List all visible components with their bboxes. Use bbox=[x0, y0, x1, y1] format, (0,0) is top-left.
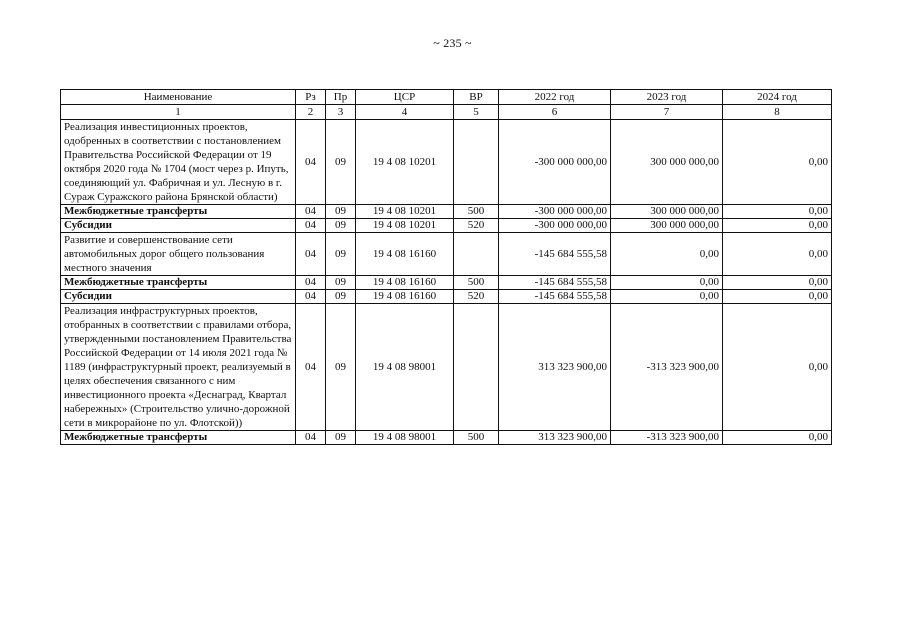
row-2023: -313 323 900,00 bbox=[611, 304, 723, 431]
row-2023: 0,00 bbox=[611, 276, 723, 290]
row-2022: 313 323 900,00 bbox=[499, 431, 611, 445]
table-row bbox=[61, 276, 832, 290]
row-pr: 09 bbox=[326, 276, 356, 290]
table-row bbox=[61, 431, 832, 445]
row-2022: -300 000 000,00 bbox=[499, 120, 611, 205]
row-2022: 313 323 900,00 bbox=[499, 304, 611, 431]
row-vr: 520 bbox=[454, 219, 499, 233]
table-row bbox=[61, 233, 832, 276]
header-pr: Пр bbox=[326, 90, 356, 105]
table-row bbox=[61, 304, 832, 431]
header-2022: 2022 год bbox=[499, 90, 611, 105]
column-numbers-row bbox=[61, 105, 832, 120]
table-row bbox=[61, 120, 832, 205]
row-2023: 0,00 bbox=[611, 233, 723, 276]
row-csr: 19 4 08 16160 bbox=[356, 233, 454, 276]
row-vr: 500 bbox=[454, 276, 499, 290]
row-name: Межбюджетные трансферты bbox=[61, 205, 296, 219]
row-2022: -300 000 000,00 bbox=[499, 205, 611, 219]
row-csr: 19 4 08 98001 bbox=[356, 431, 454, 445]
row-pr: 09 bbox=[326, 205, 356, 219]
row-rz: 04 bbox=[296, 120, 326, 205]
row-csr: 19 4 08 10201 bbox=[356, 120, 454, 205]
row-2022: -145 684 555,58 bbox=[499, 233, 611, 276]
row-vr: 500 bbox=[454, 205, 499, 219]
page-number: ~ 235 ~ bbox=[433, 36, 472, 50]
row-pr: 09 bbox=[326, 290, 356, 304]
row-rz: 04 bbox=[296, 431, 326, 445]
row-2024: 0,00 bbox=[723, 276, 832, 290]
row-name: Развитие и совершенствование сети автомобильных дорог общего пользования местного значения bbox=[61, 233, 296, 276]
header-row bbox=[61, 90, 832, 105]
row-csr: 19 4 08 98001 bbox=[356, 304, 454, 431]
row-rz: 04 bbox=[296, 304, 326, 431]
column-number: 3 bbox=[326, 105, 356, 120]
row-2024: 0,00 bbox=[723, 304, 832, 431]
row-2024: 0,00 bbox=[723, 205, 832, 219]
header-name: Наименование bbox=[61, 90, 296, 105]
row-2024: 0,00 bbox=[723, 233, 832, 276]
row-csr: 19 4 08 10201 bbox=[356, 205, 454, 219]
row-vr bbox=[454, 233, 499, 276]
row-pr: 09 bbox=[326, 219, 356, 233]
row-2024: 0,00 bbox=[723, 431, 832, 445]
column-number: 5 bbox=[454, 105, 499, 120]
column-number: 8 bbox=[723, 105, 832, 120]
row-name: Субсидии bbox=[61, 290, 296, 304]
budget-table bbox=[60, 89, 832, 445]
row-name: Межбюджетные трансферты bbox=[61, 431, 296, 445]
row-2023: 300 000 000,00 bbox=[611, 205, 723, 219]
row-2022: -145 684 555,58 bbox=[499, 276, 611, 290]
row-2023: -313 323 900,00 bbox=[611, 431, 723, 445]
row-pr: 09 bbox=[326, 304, 356, 431]
column-number: 6 bbox=[499, 105, 611, 120]
row-pr: 09 bbox=[326, 431, 356, 445]
row-vr: 500 bbox=[454, 431, 499, 445]
row-pr: 09 bbox=[326, 120, 356, 205]
row-2024: 0,00 bbox=[723, 120, 832, 205]
header-csr: ЦСР bbox=[356, 90, 454, 105]
column-number: 7 bbox=[611, 105, 723, 120]
row-2023: 300 000 000,00 bbox=[611, 219, 723, 233]
row-rz: 04 bbox=[296, 205, 326, 219]
row-rz: 04 bbox=[296, 276, 326, 290]
column-number: 1 bbox=[61, 105, 296, 120]
column-number: 4 bbox=[356, 105, 454, 120]
row-name: Субсидии bbox=[61, 219, 296, 233]
row-vr: 520 bbox=[454, 290, 499, 304]
row-2023: 300 000 000,00 bbox=[611, 120, 723, 205]
row-2023: 0,00 bbox=[611, 290, 723, 304]
table-row bbox=[61, 290, 832, 304]
row-pr: 09 bbox=[326, 233, 356, 276]
row-2024: 0,00 bbox=[723, 219, 832, 233]
table-row bbox=[61, 219, 832, 233]
row-rz: 04 bbox=[296, 219, 326, 233]
column-number: 2 bbox=[296, 105, 326, 120]
row-2024: 0,00 bbox=[723, 290, 832, 304]
header-rz: Рз bbox=[296, 90, 326, 105]
header-vr: ВР bbox=[454, 90, 499, 105]
table-row bbox=[61, 205, 832, 219]
row-rz: 04 bbox=[296, 233, 326, 276]
row-csr: 19 4 08 16160 bbox=[356, 276, 454, 290]
row-name: Межбюджетные трансферты bbox=[61, 276, 296, 290]
row-name: Реализация инфраструктурных проектов, отобранных в соответствии с правилами отбора, утвержденными постановлением Правительства Российской Федерации от 14 июля 2021 года № 1189 (инфраструктурный проект, реализуемый в целях обеспечения связанного с ним инвестиционного проекта «Деснаград, Квартал набережных» (Строительство улично-дорожной сети в микрорайоне по ул. Флотской)) bbox=[61, 304, 296, 431]
row-csr: 19 4 08 10201 bbox=[356, 219, 454, 233]
header-2023: 2023 год bbox=[611, 90, 723, 105]
header-2024: 2024 год bbox=[723, 90, 832, 105]
row-vr bbox=[454, 304, 499, 431]
row-2022: -145 684 555,58 bbox=[499, 290, 611, 304]
row-name: Реализация инвестиционных проектов, одобренных в соответствии с постановлением Правительства Российской Федерации от 19 октября 2020 года № 1704 (мост через р. Ипуть, соединяющий ул. Фабричная и ул. Лесную в г. Сураж Суражского района Брянской области) bbox=[61, 120, 296, 205]
row-vr bbox=[454, 120, 499, 205]
row-rz: 04 bbox=[296, 290, 326, 304]
row-2022: -300 000 000,00 bbox=[499, 219, 611, 233]
row-csr: 19 4 08 16160 bbox=[356, 290, 454, 304]
